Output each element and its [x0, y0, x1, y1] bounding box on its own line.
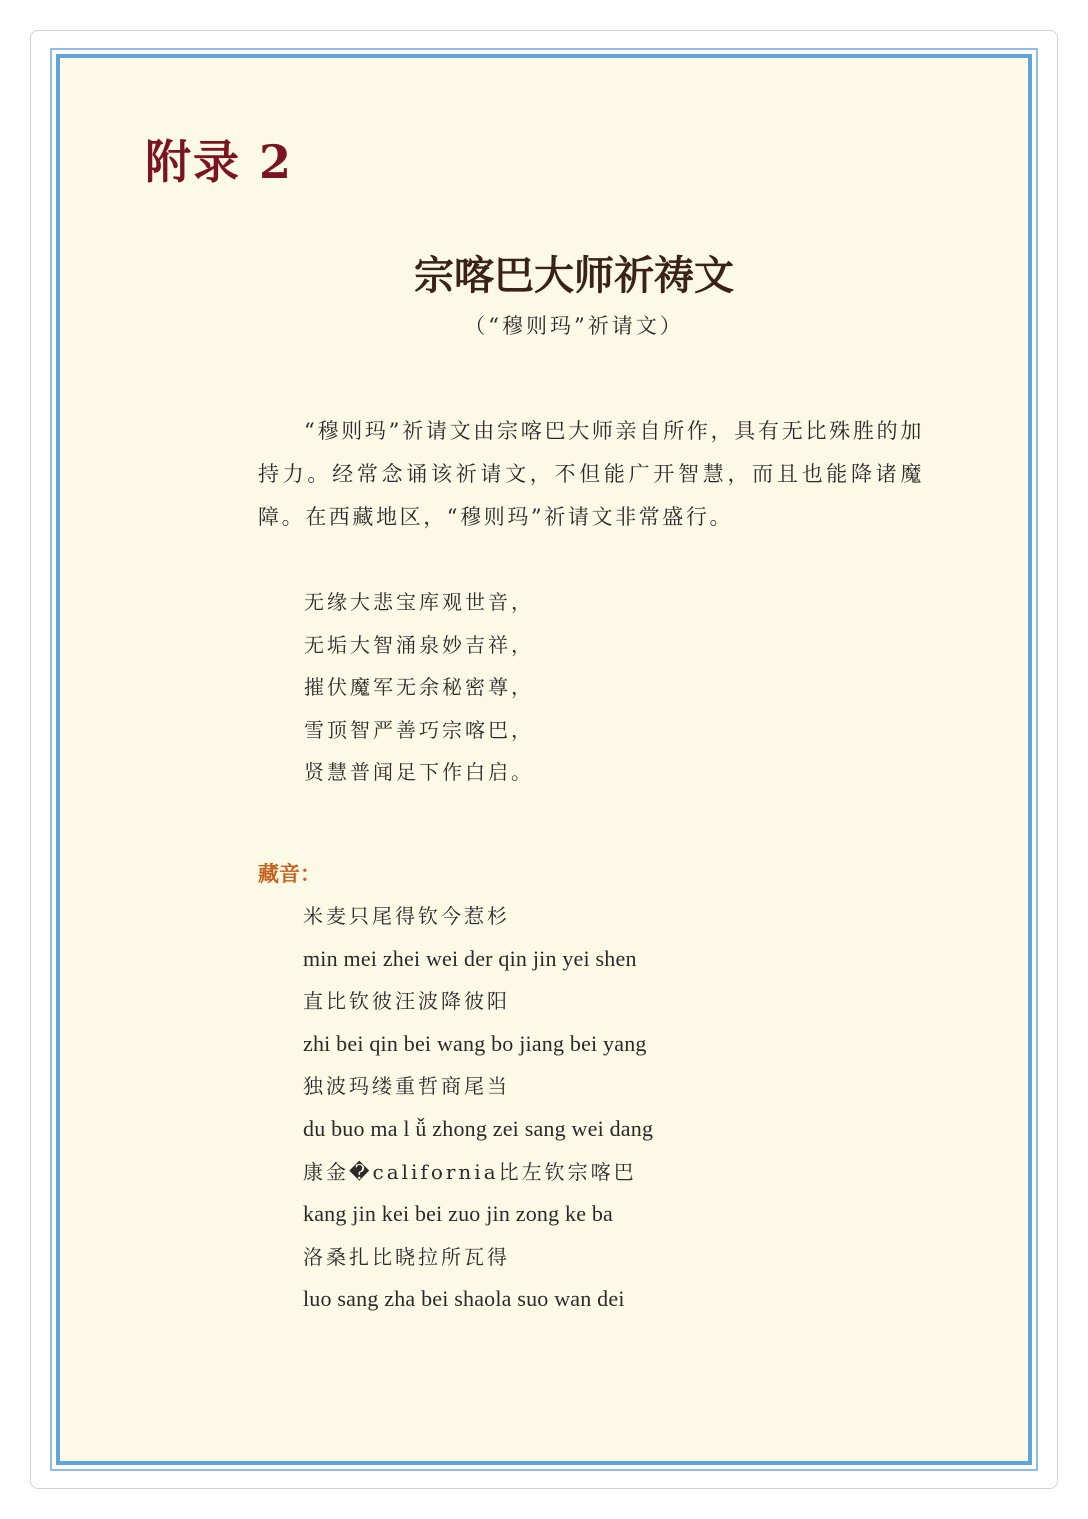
- appendix-label: 附录 2: [145, 135, 294, 189]
- verse-line: 摧伏魔军无余秘密尊，: [304, 675, 534, 699]
- verse-block: [304, 581, 534, 794]
- transliteration-line: 洛桑扎比晓拉所瓦得: [303, 1244, 510, 1269]
- verse-line: 雪顶智严善巧宗喀巴，: [304, 717, 534, 742]
- document-title: 宗喀巴大师祈祷文: [414, 252, 734, 299]
- pinyin-line: luo sang zha bei shaola suo wan dei: [303, 1286, 625, 1312]
- pinyin-line: kang jin kei bei zuo jin zong ke ba: [303, 1201, 614, 1227]
- transliteration-line: 米麦只尾得钦今惹杉: [303, 904, 510, 928]
- pinyin-line: min mei zhei wei der qin jin yei shen: [303, 945, 637, 971]
- verse-line: 无缘大悲宝库观世音，: [304, 590, 534, 614]
- transliteration-line: 康金�california比左钦宗喀巴: [303, 1159, 637, 1184]
- transliteration-line: 直比钦彼汪波降彼阳: [303, 989, 510, 1014]
- pinyin-line: zhi bei qin bei wang bo jiang bei yang: [303, 1030, 647, 1056]
- verse-line: 无垢大智涌泉妙吉祥，: [304, 632, 534, 657]
- document-subtitle: （“穆则玛”祈请文）: [464, 314, 684, 338]
- transliteration-line: 独波玛缕重哲商尾当: [303, 1074, 510, 1099]
- verse-line: 贤慧普闻足下作白启。: [304, 760, 534, 784]
- intro-paragraph: “穆则玛”祈请文由宗喀巴大师亲自所作，具有无比殊胜的加持力。经常念诵该祈请文，不但能广开智慧，而且也能降诸魔障。在西藏地区，“穆则玛”祈请文非常盛行。: [258, 419, 924, 529]
- tibetan-pronunciation-list: [303, 895, 653, 1321]
- tibetan-pronunciation-heading: 藏音：: [258, 862, 321, 886]
- pinyin-line: du buo ma l ǚ zhong zei sang wei dang: [303, 1115, 654, 1141]
